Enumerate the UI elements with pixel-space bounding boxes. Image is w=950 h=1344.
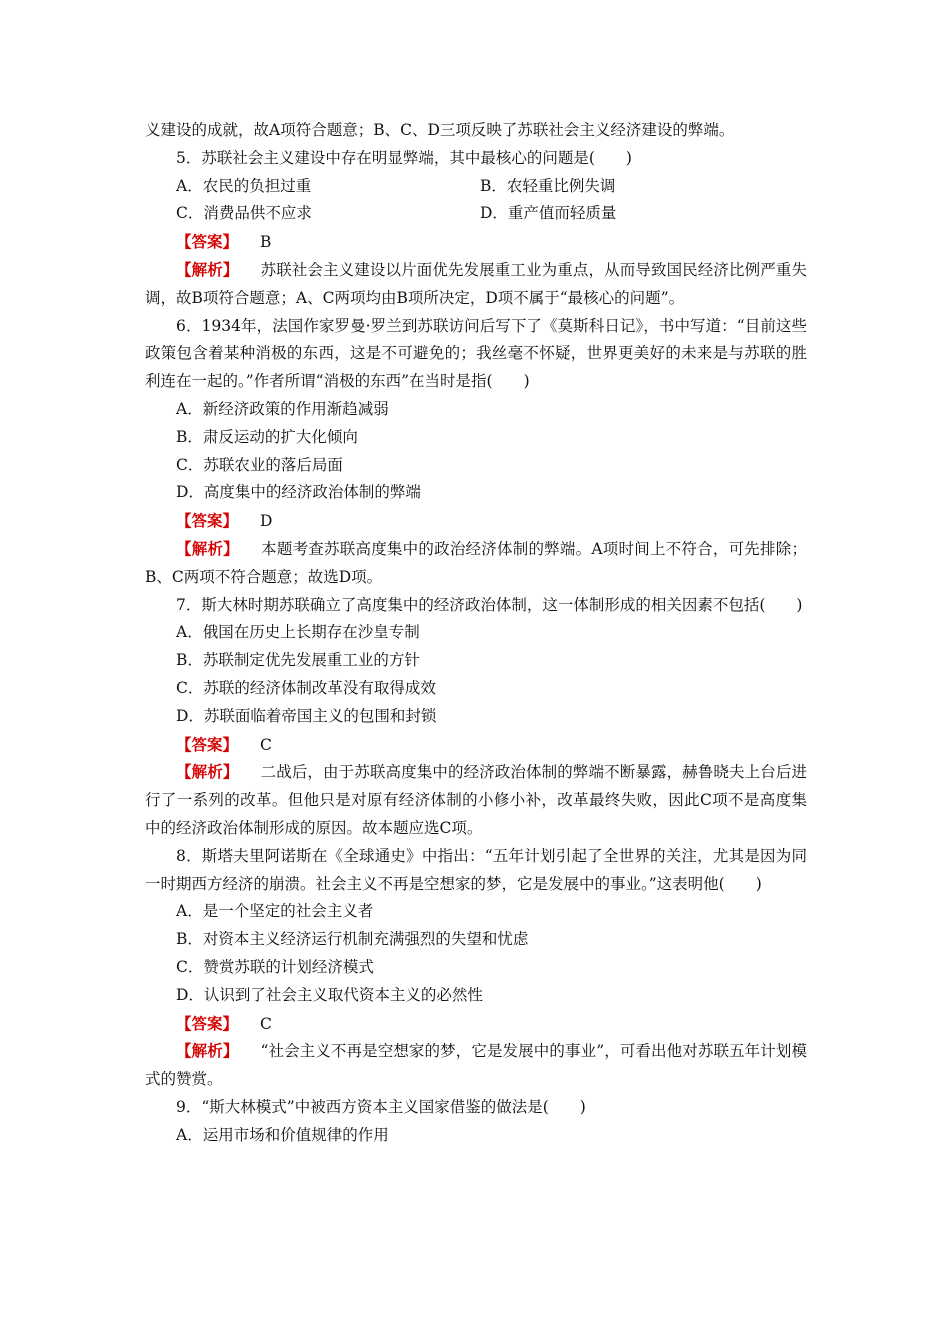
q5-option-b: B．农轻重比例失调 bbox=[480, 176, 616, 195]
question-8-stem: 8．斯塔夫里阿诺斯在《全球通史》中指出：“五年计划引起了全世界的关注，尤其是因为同一时期西方经济的崩溃。社会主义不再是空想家的梦，它是发展中的事业。”这表明他( ) bbox=[145, 846, 807, 893]
question-9-stem: 9．“斯大林模式”中被西方资本主义国家借鉴的做法是( ) bbox=[176, 1097, 586, 1116]
q8-option-c: C．赞赏苏联的计划经济模式 bbox=[176, 957, 374, 976]
q7-option-b: B．苏联制定优先发展重工业的方针 bbox=[176, 651, 420, 670]
question-7-analysis bbox=[145, 758, 807, 842]
analysis-label: 【解析】 bbox=[176, 538, 239, 558]
q6-option-d: D．高度集中的经济政治体制的弊端 bbox=[176, 483, 421, 502]
lead-line: 义建设的成就，故A项符合题意；B、C、D三项反映了苏联社会主义经济建设的弊端。 bbox=[145, 121, 735, 139]
q5-option-d: D．重产值而轻质量 bbox=[480, 204, 617, 223]
document-body bbox=[145, 117, 807, 1149]
analysis-label: 【解析】 bbox=[176, 1041, 239, 1061]
q6-option-b: B．肃反运动的扩大化倾向 bbox=[176, 427, 358, 446]
q5-option-a: A．农民的负担过重 bbox=[176, 176, 312, 195]
q7-option-c: C．苏联的经济体制改革没有取得成效 bbox=[176, 678, 436, 697]
question-7-stem: 7．斯大林时期苏联确立了高度集中的经济政治体制，这一体制形成的相关因素不包括( ) bbox=[176, 595, 803, 614]
q7-option-d: D．苏联面临着帝国主义的包围和封锁 bbox=[176, 706, 437, 725]
question-7-answer bbox=[145, 731, 807, 759]
q7-analysis-text: 二战后，由于苏联高度集中的经济政治体制的弊端不断暴露，赫鲁晓夫上台后进行了一系列的改革。但他只是对原有经济体制的小修小补，改革最终失败，因此C项不是高度集中的经济政治体制形成的原因。故本题应选C项。 bbox=[145, 763, 807, 837]
q8-option-d: D．认识到了社会主义取代资本主义的必然性 bbox=[176, 985, 483, 1004]
question-5-answer bbox=[145, 228, 807, 256]
q5-option-c: C．消费品供不应求 bbox=[176, 204, 312, 223]
question-5-options-row-1 bbox=[145, 173, 807, 201]
q5-answer-value: B bbox=[260, 233, 272, 252]
q8-option-b: B．对资本主义经济运行机制充满强烈的失望和忧虑 bbox=[176, 930, 529, 949]
question-5-analysis bbox=[145, 256, 807, 313]
question-6-analysis bbox=[145, 535, 807, 592]
q6-answer-value: D bbox=[260, 512, 273, 531]
question-6-stem: 6．1934年，法国作家罗曼·罗兰到苏联访问后写下了《莫斯科日记》，书中写道：“目前这些政策包含着某种消极的东西，这是不可避免的；我丝毫不怀疑，世界更美好的未来是与苏联的胜利连在一起的。”作者所谓“消极的东西”在当时是指( ) bbox=[145, 316, 807, 391]
q6-analysis-text: 本题考查苏联高度集中的政治经济体制的弊端。A项时间上不符合，可先排除；B、C两项不符合题意；故选D项。 bbox=[145, 539, 807, 586]
question-5-options-row-2 bbox=[145, 200, 807, 228]
question-6-answer bbox=[145, 507, 807, 535]
q7-answer-value: C bbox=[260, 735, 272, 754]
answer-label: 【答案】 bbox=[176, 734, 239, 754]
question-5-stem: 5．苏联社会主义建设中存在明显弊端，其中最核心的问题是( ) bbox=[176, 148, 632, 167]
q6-option-c: C．苏联农业的落后局面 bbox=[176, 455, 343, 474]
analysis-label: 【解析】 bbox=[176, 762, 239, 782]
answer-label: 【答案】 bbox=[176, 232, 239, 252]
q5-analysis-text: 苏联社会主义建设以片面优先发展重工业为重点，从而导致国民经济比例严重失调，故B项符合题意；A、C两项均由B项所决定，D项不属于“最核心的问题”。 bbox=[145, 260, 807, 307]
q7-option-a: A．俄国在历史上长期存在沙皇专制 bbox=[176, 623, 420, 642]
q8-option-a: A．是一个坚定的社会主义者 bbox=[176, 902, 374, 921]
q8-analysis-text: “社会主义不再是空想家的梦，它是发展中的事业”，可看出他对苏联五年计划模式的赞赏。 bbox=[145, 1042, 807, 1089]
answer-label: 【答案】 bbox=[176, 1013, 239, 1033]
q6-option-a: A．新经济政策的作用渐趋减弱 bbox=[176, 399, 389, 418]
q8-answer-value: C bbox=[260, 1014, 272, 1033]
analysis-label: 【解析】 bbox=[176, 259, 239, 279]
q9-option-a: A．运用市场和价值规律的作用 bbox=[176, 1125, 389, 1144]
question-8-analysis bbox=[145, 1037, 807, 1094]
answer-label: 【答案】 bbox=[176, 511, 239, 531]
question-8-answer bbox=[145, 1010, 807, 1038]
